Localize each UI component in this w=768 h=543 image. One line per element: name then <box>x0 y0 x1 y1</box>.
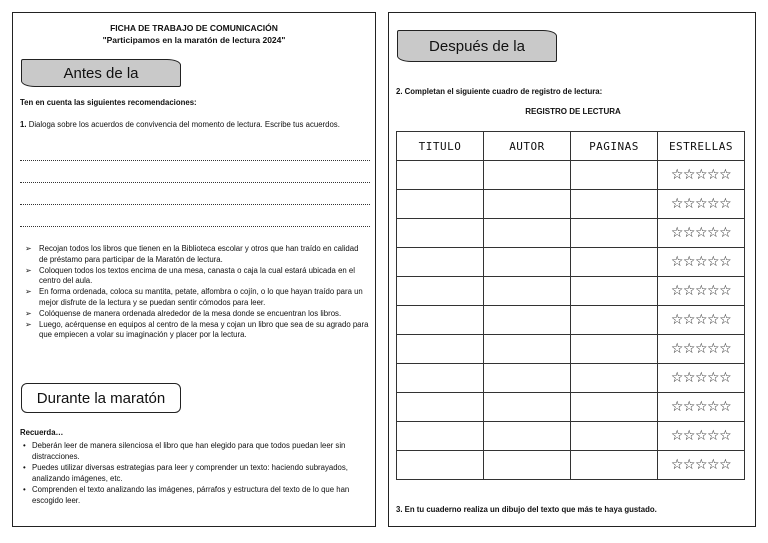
autor-cell[interactable] <box>484 393 571 422</box>
question-3: 3. En tu cuaderno realiza un dibujo del texto que más te haya gustado. <box>396 505 657 514</box>
titulo-cell[interactable] <box>397 219 484 248</box>
arrow-bullet-icon: ➢ <box>25 319 32 329</box>
answer-line-4[interactable] <box>20 226 370 227</box>
answer-line-3[interactable] <box>20 204 370 205</box>
paginas-cell[interactable] <box>571 451 658 480</box>
worksheet-title <box>13 22 375 46</box>
question-2: 2. Completan el siguiente cuadro de registro de lectura: <box>396 87 603 96</box>
autor-cell[interactable] <box>484 190 571 219</box>
autor-cell[interactable] <box>484 161 571 190</box>
paginas-cell[interactable] <box>571 277 658 306</box>
titulo-cell[interactable] <box>397 451 484 480</box>
star-rating[interactable]: ☆☆☆☆☆ <box>658 393 745 422</box>
table-row <box>397 277 745 306</box>
paginas-cell[interactable] <box>571 161 658 190</box>
recommendations-list <box>23 244 369 341</box>
paginas-cell[interactable] <box>571 219 658 248</box>
titulo-cell[interactable] <box>397 277 484 306</box>
paginas-cell[interactable] <box>571 393 658 422</box>
list-item: • Deberán leer de manera silenciosa el libro que han elegido para que todos puedan leer sin distracciones. <box>23 441 346 461</box>
list-item: ➢ Coloquen todos los textos encima de una mesa, canasta o caja la cual estará ubicada en el centro del aula. <box>25 265 355 286</box>
registro-title: REGISTRO DE LECTURA <box>525 107 621 116</box>
star-rating[interactable]: ☆☆☆☆☆ <box>658 277 745 306</box>
table-header-row <box>397 132 745 161</box>
question-1-text: Dialoga sobre los acuerdos de convivencia del momento de lectura. Escribe tus acuerdos. <box>28 120 340 129</box>
paginas-cell[interactable] <box>571 364 658 393</box>
table-row <box>397 306 745 335</box>
header-paginas: PAGINAS <box>571 132 658 161</box>
titulo-cell[interactable] <box>397 335 484 364</box>
star-rating[interactable]: ☆☆☆☆☆ <box>658 306 745 335</box>
table-row <box>397 219 745 248</box>
star-rating[interactable]: ☆☆☆☆☆ <box>658 161 745 190</box>
header-titulo: TITULO <box>397 132 484 161</box>
titulo-cell[interactable] <box>397 161 484 190</box>
question-1 <box>20 119 365 130</box>
banner-despues <box>397 30 557 62</box>
titulo-cell[interactable] <box>397 248 484 277</box>
paginas-cell[interactable] <box>571 190 658 219</box>
titulo-cell[interactable] <box>397 393 484 422</box>
banner-durante-label: Durante la maratón <box>36 389 166 407</box>
titulo-cell[interactable] <box>397 306 484 335</box>
table-row <box>397 335 745 364</box>
table-row <box>397 451 745 480</box>
paginas-cell[interactable] <box>571 306 658 335</box>
arrow-bullet-icon: ➢ <box>25 308 32 318</box>
paginas-cell[interactable] <box>571 335 658 364</box>
banner-despues-label: Después de la <box>429 37 525 55</box>
titulo-cell[interactable] <box>397 364 484 393</box>
table-row <box>397 248 745 277</box>
arrow-bullet-icon: ➢ <box>25 287 32 297</box>
autor-cell[interactable] <box>484 219 571 248</box>
list-item: ➢ Colóquense de manera ordenada alrededor de la mesa donde se encuentran los libros. <box>25 308 342 318</box>
autor-cell[interactable] <box>484 451 571 480</box>
star-rating[interactable]: ☆☆☆☆☆ <box>658 248 745 277</box>
star-rating[interactable]: ☆☆☆☆☆ <box>658 364 745 393</box>
table-row <box>397 161 745 190</box>
autor-cell[interactable] <box>484 335 571 364</box>
star-rating[interactable]: ☆☆☆☆☆ <box>658 190 745 219</box>
worksheet-title-line2: "Participamos en la maratón de lectura 2024" <box>102 35 286 45</box>
autor-cell[interactable] <box>484 248 571 277</box>
reading-log-table <box>396 131 745 480</box>
star-rating[interactable]: ☆☆☆☆☆ <box>658 219 745 248</box>
autor-cell[interactable] <box>484 306 571 335</box>
titulo-cell[interactable] <box>397 190 484 219</box>
reminders-list <box>23 441 371 507</box>
table-row <box>397 190 745 219</box>
header-estrellas: ESTRELLAS <box>658 132 745 161</box>
table-row <box>397 393 745 422</box>
table-row <box>397 364 745 393</box>
answer-line-2[interactable] <box>20 182 370 183</box>
bullet-dot-icon: • <box>23 485 26 495</box>
arrow-bullet-icon: ➢ <box>25 265 32 275</box>
worksheet-right-page <box>388 12 756 527</box>
arrow-bullet-icon: ➢ <box>25 244 32 253</box>
titulo-cell[interactable] <box>397 422 484 451</box>
recuerda-label: Recuerda… <box>20 428 64 437</box>
star-rating[interactable]: ☆☆☆☆☆ <box>658 422 745 451</box>
question-1-number: 1. <box>20 120 27 129</box>
bullet-dot-icon: • <box>23 441 26 450</box>
list-item: ➢ Luego, acérquense en equipos al centro de la mesa y cojan un libro que sea de su agrado para que empiecen a volar su imaginación y placer por la lectura. <box>25 319 369 340</box>
list-item: ➢ En forma ordenada, coloca su mantita, petate, alfombra o cojín, o lo que hayan traído para un mejor disfrute de la lectura y se puedan sentir cómodos para leer. <box>25 287 363 307</box>
answer-line-1[interactable] <box>20 160 370 161</box>
paginas-cell[interactable] <box>571 248 658 277</box>
star-rating[interactable]: ☆☆☆☆☆ <box>658 451 745 480</box>
list-item: ➢ Recojan todos los libros que tienen en la Biblioteca escolar y otros que han traído en calidad de préstamo para participar de la Maratón de lectura. <box>25 244 359 264</box>
star-rating[interactable]: ☆☆☆☆☆ <box>658 335 745 364</box>
autor-cell[interactable] <box>484 422 571 451</box>
list-item: • Comprenden el texto analizando las imágenes, párrafos y estructura del texto de lo que han escogido leer. <box>23 485 350 505</box>
header-autor: AUTOR <box>484 132 571 161</box>
list-item: • Puedes utilizar diversas estrategias para leer y comprender un texto: haciendo subrayados, analizando imágenes, etc. <box>23 463 348 483</box>
bullet-dot-icon: • <box>23 463 26 473</box>
banner-antes <box>21 59 181 87</box>
worksheet-title-line1: FICHA DE TRABAJO DE COMUNICACIÓN <box>110 23 278 33</box>
paginas-cell[interactable] <box>571 422 658 451</box>
autor-cell[interactable] <box>484 277 571 306</box>
worksheet-left-page <box>12 12 376 527</box>
banner-antes-label: Antes de la <box>63 64 139 82</box>
table-row <box>397 422 745 451</box>
banner-durante <box>21 383 181 413</box>
autor-cell[interactable] <box>484 364 571 393</box>
recomendaciones-label: Ten en cuenta las siguientes recomendaciones: <box>20 98 197 107</box>
